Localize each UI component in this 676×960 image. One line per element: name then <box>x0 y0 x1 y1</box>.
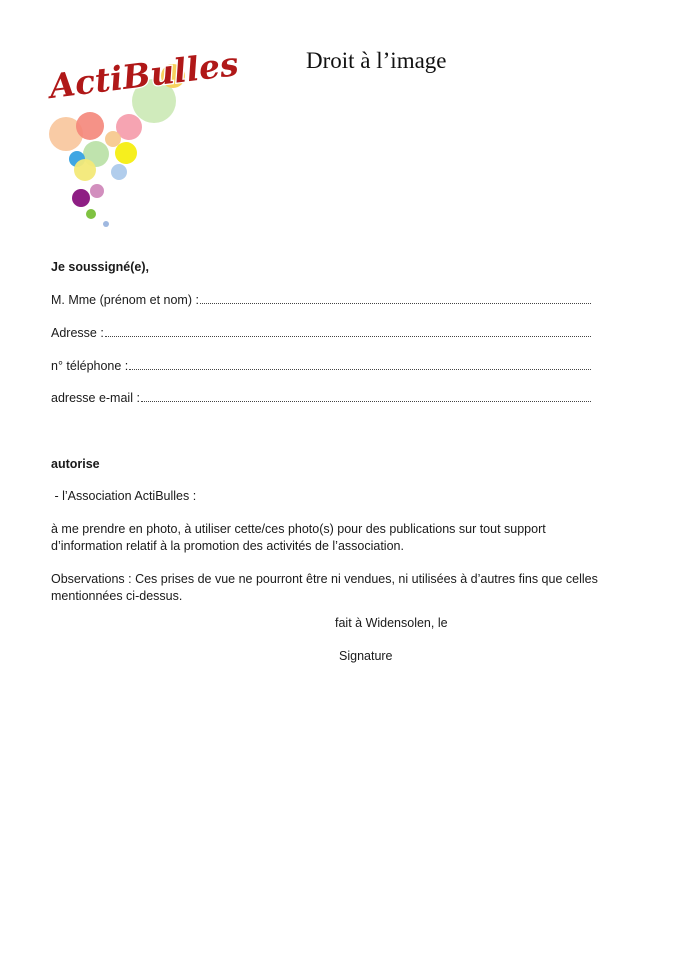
phone-field-label: n° téléphone : <box>51 359 129 373</box>
phone-field <box>51 359 591 373</box>
page-title: Droit à l’image <box>306 48 447 73</box>
intro-line: Je soussigné(e), <box>51 260 149 274</box>
email-field-label: adresse e-mail : <box>51 391 140 405</box>
address-field-label: Adresse : <box>51 326 104 340</box>
signature-label: Signature <box>339 649 393 663</box>
actibulles-logo <box>44 44 241 232</box>
email-field <box>51 391 591 405</box>
name-field-label: M. Mme (prénom et nom) : <box>51 293 199 307</box>
name-field <box>51 293 591 307</box>
address-field <box>51 326 591 340</box>
name-field-dots <box>200 293 591 304</box>
email-field-dots <box>141 391 591 402</box>
association-line: - l’Association ActiBulles : <box>51 489 197 503</box>
observations-paragraph: Observations : Ces prises de vue ne pourront être ni vendues, ni utilisées à d’autres fins que celles mentionnées ci-dessus. <box>51 572 598 603</box>
place-date-line: fait à Widensolen, le <box>335 616 448 630</box>
phone-field-dots <box>129 359 591 370</box>
bubbles-icon <box>44 44 241 232</box>
consent-paragraph: à me prendre en photo, à utiliser cette/ces photo(s) pour des publications sur tout support d’information relatif à la promotion des activités de l’association. <box>51 522 546 553</box>
address-field-dots <box>105 326 591 337</box>
authorize-heading: autorise <box>51 457 100 471</box>
logo-text: ActiBulles <box>47 44 241 106</box>
